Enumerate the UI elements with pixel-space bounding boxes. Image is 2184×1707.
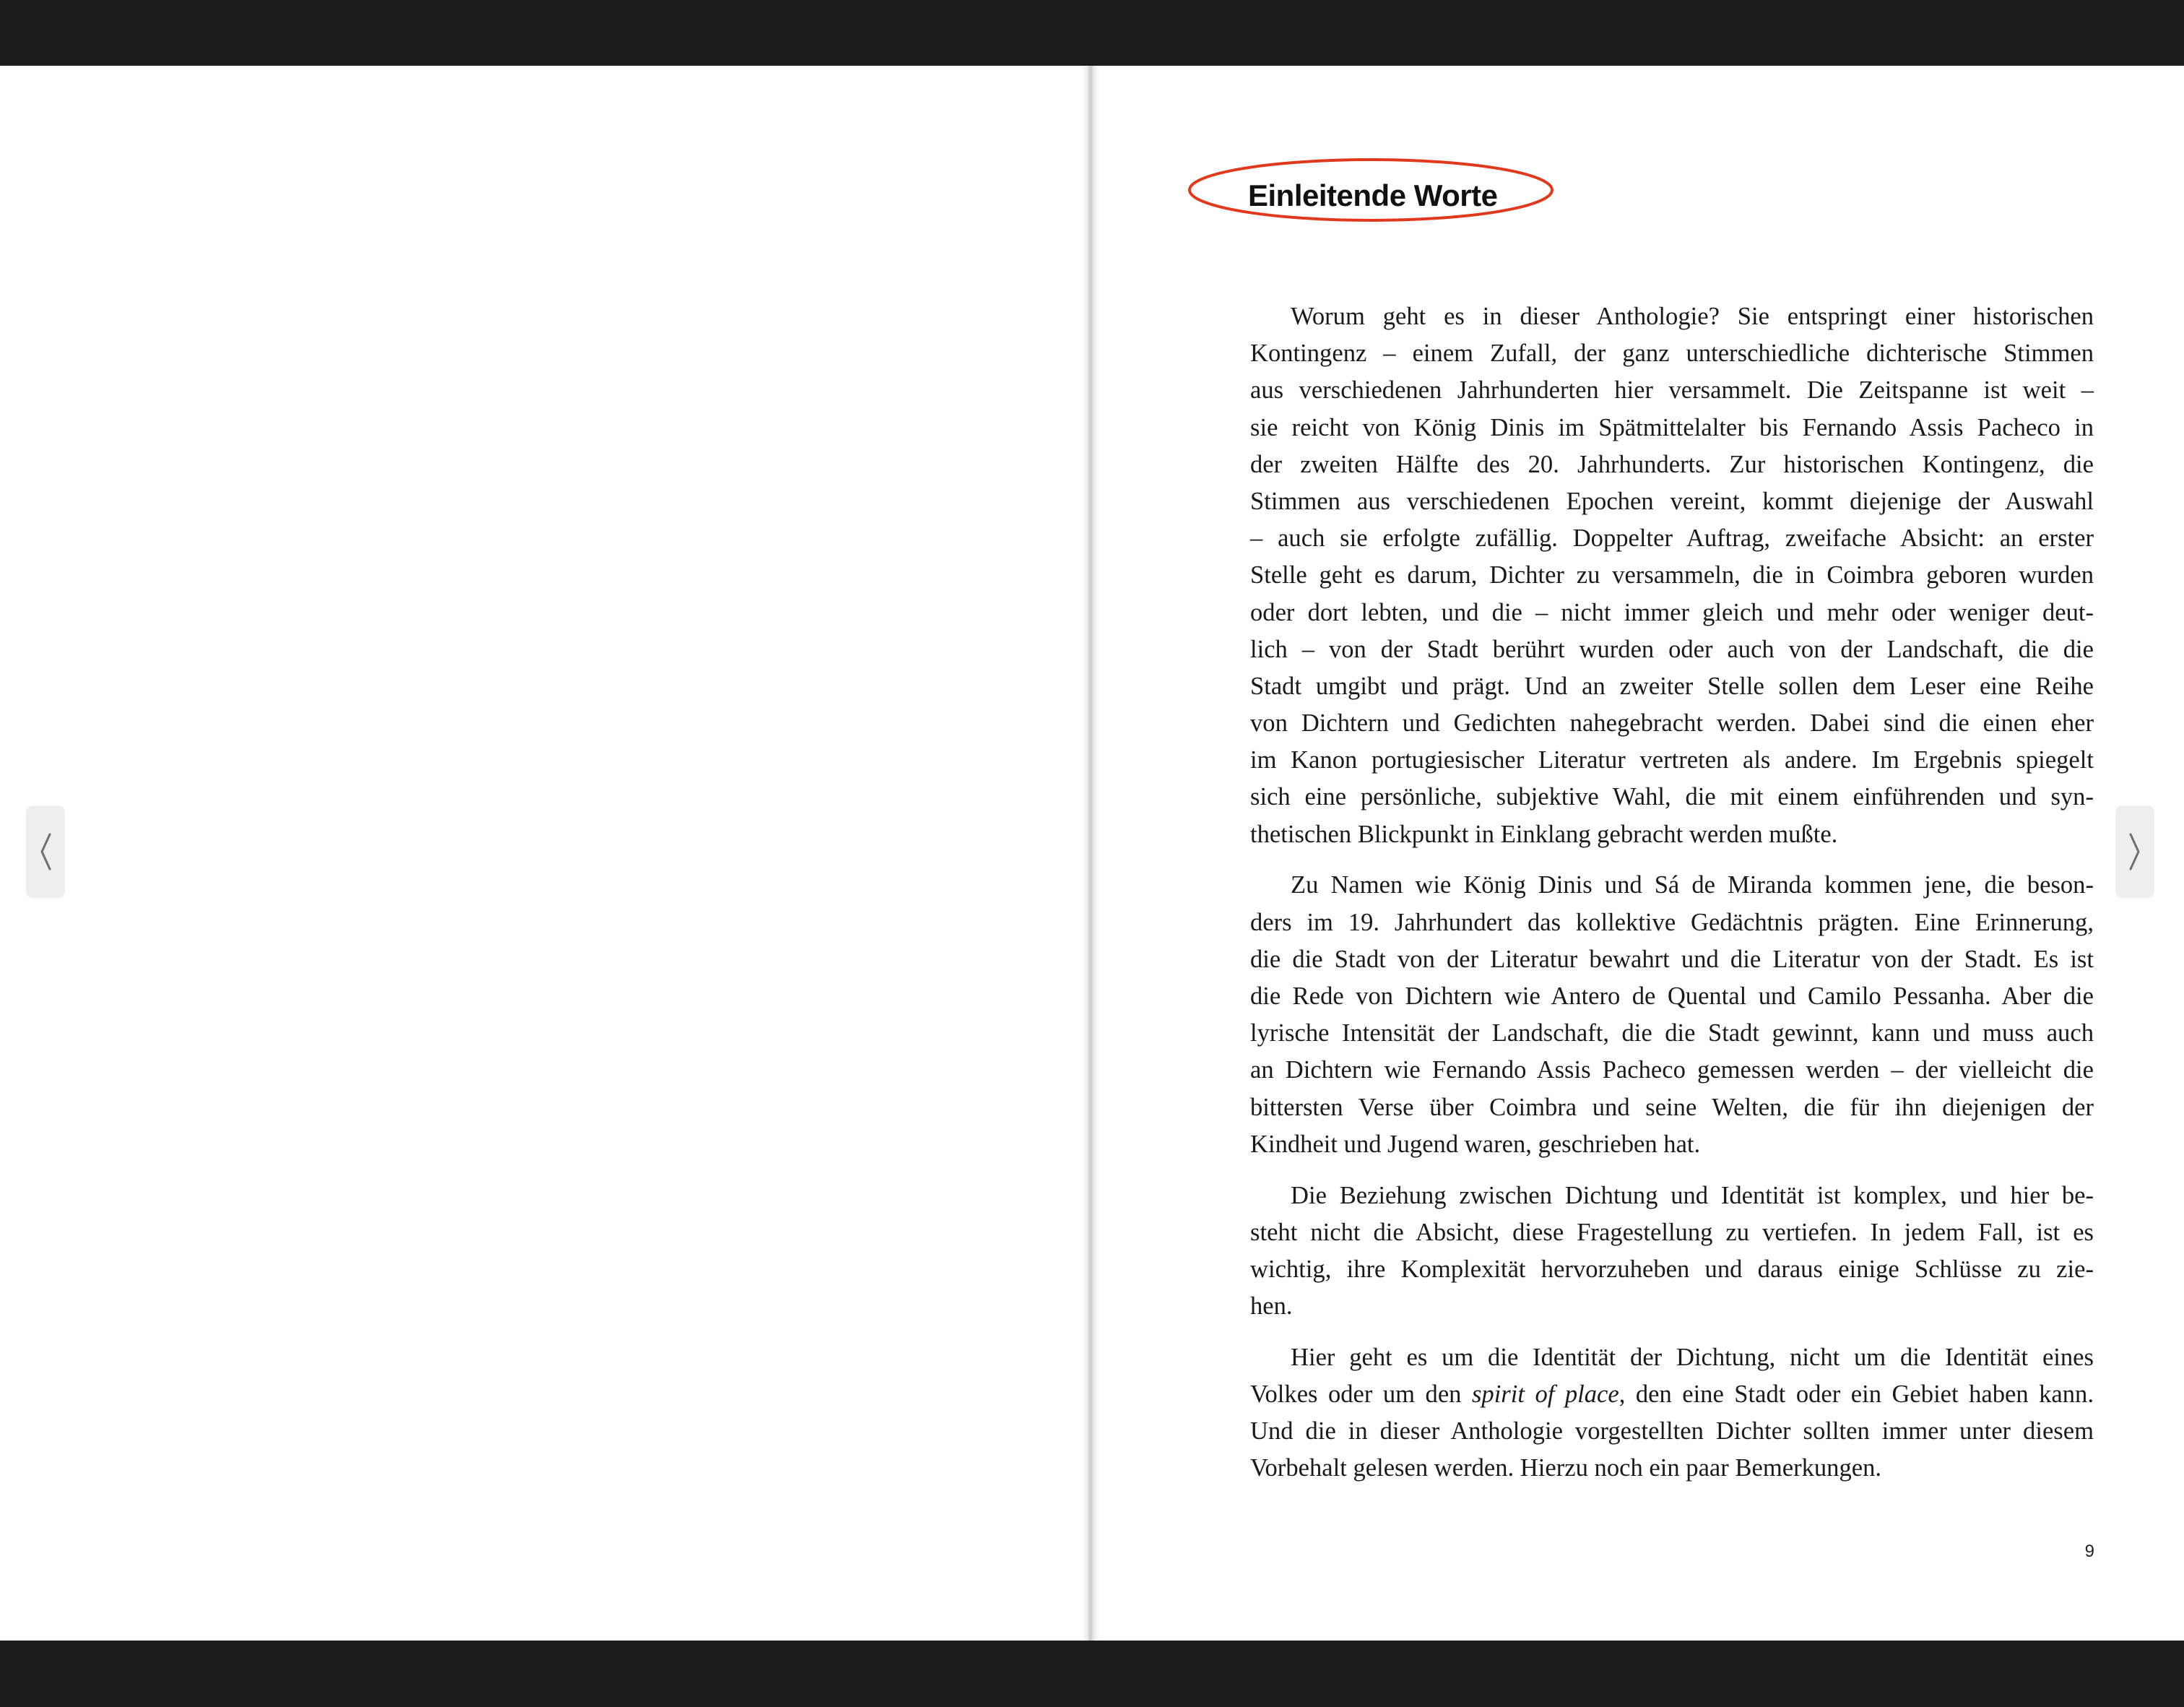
text-line: der zweiten Hälfte des 20. Jahrhunderts. Zur historischen Kontingenz, die — [1250, 450, 2094, 478]
italic-phrase: spirit of place — [1471, 1380, 1619, 1409]
text-line: – auch sie erfolgte zufällig. Doppelter Auftrag, zweifache Absicht: an erster — [1250, 524, 2094, 553]
text-line: sich eine persönliche, subjektive Wahl, die mit einem einführenden und syn- — [1250, 783, 2094, 811]
text-line: Die Beziehung zwischen Dichtung und Identität ist komplex, und hier be- — [1291, 1181, 2094, 1209]
text-line: Worum geht es in dieser Anthologie? Sie entspringt einer historischen — [1291, 303, 2094, 330]
text-line: Vorbehalt gelesen werden. Hierzu noch ein paar Bemerkungen. — [1250, 1454, 1882, 1482]
text-segment: , den eine Stadt oder ein Gebiet haben kann. — [1618, 1380, 2094, 1409]
text-line: Hier geht es um die Identität der Dichtung, nicht um die Identität eines — [1291, 1343, 2094, 1371]
left-page-blank — [0, 66, 1089, 1641]
paragraph-2 — [1250, 867, 2094, 1163]
page-number: 9 — [2084, 1542, 2094, 1561]
next-page-button[interactable] — [2115, 805, 2154, 898]
text-line: die die Stadt von der Literatur bewahrt und die Literatur von der Stadt. Es ist — [1250, 945, 2094, 973]
text-line: steht nicht die Absicht, diese Fragestellung zu vertiefen. In jedem Fall, ist es — [1250, 1218, 2094, 1246]
text-line: Und die in dieser Anthologie vorgestellten Dichter sollten immer unter diesem — [1250, 1417, 2094, 1445]
chevron-left-icon — [38, 831, 53, 872]
text-line: hen. — [1250, 1292, 1293, 1321]
text-line: von Dichtern und Gedichten nahegebracht werden. Dabei sind die einen eher — [1250, 709, 2094, 738]
paragraph-4 — [1250, 1339, 2094, 1487]
text-line: Stimmen aus verschiedenen Epochen vereint, kommt diejenige der Auswahl — [1250, 487, 2094, 515]
chevron-right-icon — [2127, 831, 2143, 872]
text-line: die Rede von Dichtern wie Antero de Quental und Camilo Pessanha. Aber die — [1250, 982, 2094, 1010]
chapter-title: Einleitende Worte — [1248, 178, 1498, 212]
text-line-with-italic — [1250, 1376, 2094, 1413]
text-line: Stelle geht es darum, Dichter zu versammeln, die in Coimbra geboren wurden — [1250, 561, 2094, 589]
text-line: lyrische Intensität der Landschaft, die die Stadt gewinnt, kann und muss auch — [1250, 1019, 2094, 1047]
text-line: Kontingenz – einem Zufall, der ganz unterschiedliche dichterische Stimmen — [1250, 340, 2094, 368]
text-line: wichtig, ihre Komplexität hervorzuheben und daraus einige Schlüsse zu zie- — [1250, 1255, 2094, 1283]
previous-page-button[interactable] — [26, 805, 65, 898]
text-line: ders im 19. Jahrhundert das kollektive Gedächtnis prägten. Eine Erinnerung, — [1250, 908, 2094, 936]
chapter-body-text — [1250, 298, 2094, 1501]
text-line: oder dort lebten, und die – nicht immer gleich und mehr oder weniger deut- — [1250, 598, 2094, 626]
text-line: Stadt umgibt und prägt. Und an zweiter Stelle sollen dem Leser eine Reihe — [1250, 672, 2094, 700]
text-segment: Volkes oder um den — [1250, 1380, 1472, 1409]
text-line: lich – von der Stadt berührt wurden oder auch von der Landschaft, die die — [1250, 635, 2094, 663]
bottom-bar — [0, 1641, 2184, 1707]
top-bar — [0, 0, 2184, 66]
paragraph-1 — [1250, 298, 2094, 853]
chapter-title-highlight — [1187, 157, 1555, 223]
text-line: an Dichtern wie Fernando Assis Pacheco gemessen werden – der vielleicht die — [1250, 1056, 2094, 1084]
text-line: im Kanon portugiesischer Literatur vertreten als andere. Im Ergebnis spiegelt — [1250, 746, 2094, 774]
text-line: Zu Namen wie König Dinis und Sá de Miranda kommen jene, die beson- — [1291, 871, 2094, 899]
text-line: bittersten Verse über Coimbra und seine Welten, die für ihn diejenigen der — [1250, 1093, 2094, 1121]
text-line: thetischen Blickpunkt in Einklang gebracht werden mußte. — [1250, 820, 1838, 848]
page-gutter — [1082, 66, 1099, 1641]
text-line: sie reicht von König Dinis im Spätmittelalter bis Fernando Assis Pacheco in — [1250, 413, 2094, 441]
text-line: aus verschiedenen Jahrhunderten hier versammelt. Die Zeitspanne ist weit – — [1250, 376, 2094, 405]
paragraph-3 — [1250, 1177, 2094, 1326]
text-line: Kindheit und Jugend waren, geschrieben hat. — [1250, 1130, 1701, 1158]
